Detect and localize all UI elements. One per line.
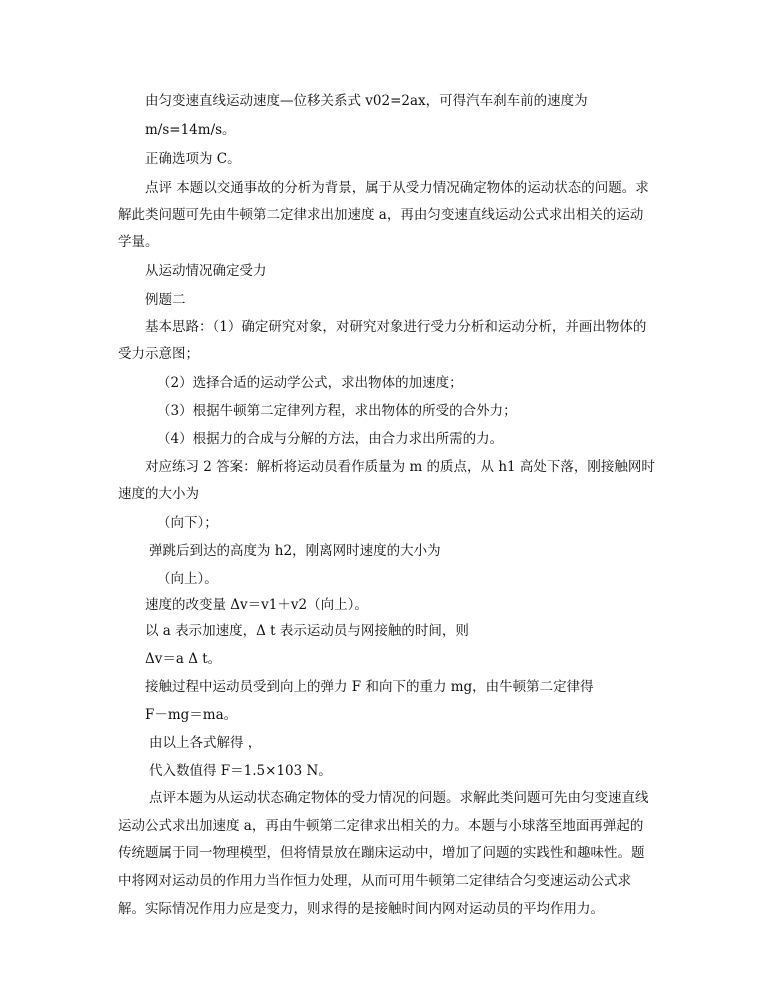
text-line: m/s=14m/s。 (145, 122, 236, 138)
text-line: （向上）。 (157, 571, 218, 587)
text-line: 速度的改变量 Δv＝v1＋v2（向上）。 (145, 597, 368, 613)
text-line: 例题二 (145, 292, 186, 308)
text-line: 解。实际情况作用力应是变力，则求得的是接触时间内网对运动员的平均作用力。 (118, 901, 604, 917)
text-line: F－mg＝ma。 (145, 707, 238, 723)
text-line: 正确选项为 C。 (145, 151, 241, 167)
text-line: 弹跳后到达的高度为 h2，刚离网时速度的大小为 (149, 543, 441, 559)
text-line: 受力示意图； (118, 346, 199, 362)
text-line: （3）根据牛顿第二定律列方程，求出物体的所受的合外力； (157, 403, 517, 419)
text-line: Δv＝a Δ t。 (145, 651, 222, 667)
text-line: 从运动情况确定受力 (145, 263, 267, 279)
text-line: 学量。 (118, 234, 159, 250)
text-line: 基本思路：（1）确定研究对象，对研究对象进行受力分析和运动分析，并画出物体的 (145, 319, 647, 335)
text-line: 由以上各式解得 ， (149, 735, 262, 751)
text-line: （4）根据力的合成与分解的方法，由合力求出所需的力。 (157, 431, 504, 447)
text-line: 接触过程中运动员受到向上的弹力 F 和向下的重力 mg，由牛顿第二定律得 (145, 679, 594, 695)
text-line: 点评 本题以交通事故的分析为背景，属于从受力情况确定物体的运动状态的问题。求 (145, 180, 649, 196)
text-line: 速度的大小为 (118, 486, 199, 502)
text-line: 点评本题为从运动状态确定物体的受力情况的问题。求解此类问题可先由匀变速直线 (149, 790, 649, 806)
text-line: 对应练习 2 答案：解析将运动员看作质量为 m 的质点，从 h1 高处下落，刚接触网时 (145, 459, 655, 475)
text-line: 代入数值得 F＝1.5×103 N。 (149, 763, 332, 779)
text-line: （2）选择合适的运动学公式，求出物体的加速度； (157, 375, 463, 391)
text-line: 运动公式求出加速度 a，再由牛顿第二定律求出相关的力。本题与小球落至地面再弹起的 (118, 818, 644, 834)
text-line: 解此类问题可先由牛顿第二定律求出加速度 a，再由匀变速直线运动公式求出相关的运动 (118, 207, 644, 223)
text-line: 中将网对运动员的作用力当作恒力处理，从而可用牛顿第二定律结合匀变速运动公式求 (118, 873, 631, 889)
text-line: 传统题属于同一物理模型，但将情景放在蹦床运动中，增加了问题的实践性和趣味性。题 (118, 845, 645, 861)
text-line: 由匀变速直线运动速度—位移关系式 v02=2ax，可得汽车刹车前的速度为 (145, 93, 588, 109)
text-line: （向下）； (157, 515, 218, 531)
text-line: 以 a 表示加速度，Δ t 表示运动员与网接触的时间，则 (145, 623, 469, 639)
